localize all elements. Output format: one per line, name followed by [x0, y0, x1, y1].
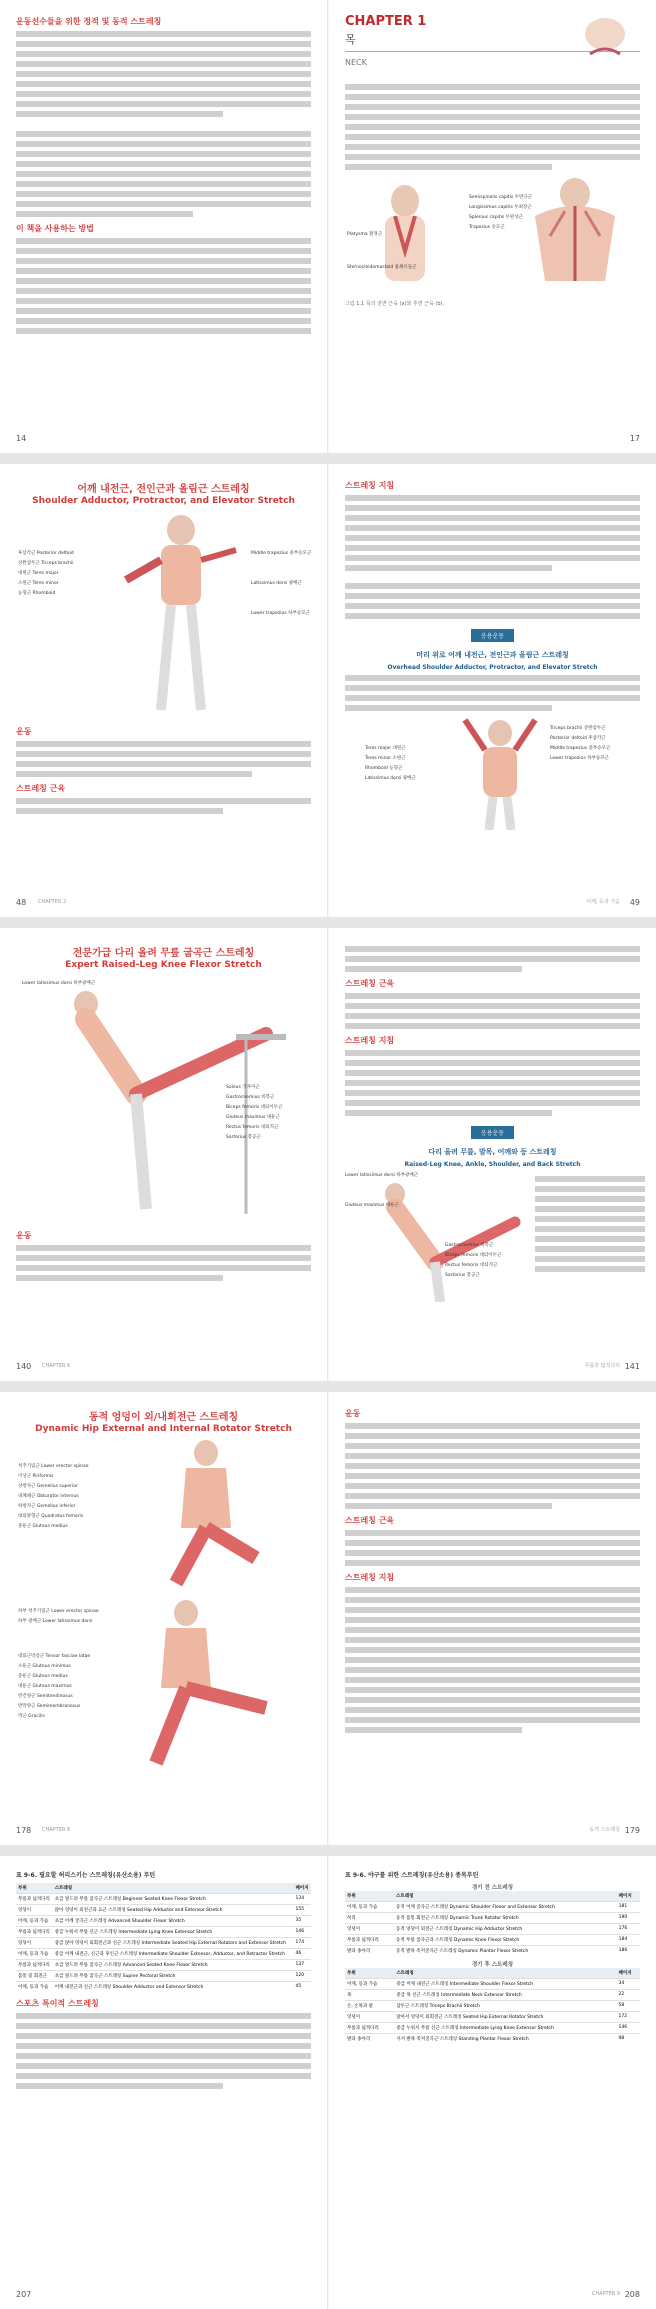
- page-208: 표 9-6. 야구를 위한 스트레칭(유산소용) 종목루틴 경기 전 스트레칭 부위 스트레칭 페이지 어깨, 등과 가슴 동적 어깨 굴곡근 스트레칭 Dynamic Shoulder Flexor and Extensor Stretch 181 허리 동적 몸통 회전근 스트레칭 Dynamic Trunk Rotator Stretch 190 엉덩이 동적 엉덩이 외전근 스트레칭 Dynamic Hip Adductor Stretch 176 무릎과 넓적다리 동적 무릎 굽곡근과 스트레칭 Dynamic Knee Flexor Stretch 184 발과 종아리 동적 발목 족저굴곡근 스트레칭 Dynamic Plantar Flexor Stretch 186 경기 후 스트레칭 부위 스트레칭 페이지 어깨, 등과 가슴 중급 어깨 내전근 스트레칭 Intermediate Shoulder Flexor Stretch 34 목 중급 목 신근 스트레칭 Intermediate Neck Extensor Stretch 22 손, 손목과 팔 삼두근 스트레칭 Triceps Brachii Stretch 58 엉덩이 앉아서 엉덩이 외회전근 스트레칭 Seated Hip External Rotator Stretch 172 무릎과 넓적다리 중급 누워서 무릎 신근 스트레칭 Intermediate Lying Knee Extensor Stretch 146 발과 종아리 서서 발목 족저굴곡근 스트레칭 Standing Plantar Flexor Stretch 98 208 CHAPTER 9: [345, 1872, 640, 2299]
- exercise-title-kr: 동적 엉덩이 외/내회전근 스트레칭: [88, 1412, 239, 1423]
- page-number: 14: [16, 434, 27, 443]
- variant-title-en: Overhead Shoulder Adductor, Protractor, and Elevator Stretch: [387, 664, 598, 671]
- neck-figure: Platysma 활경근 Sternocleidomastoid 흉쇄유돌근 Semispinalis capitis 두반극근 Longissimus capitis 두최장근 Splenius capitis 두판상근 Trapezius 승모근: [345, 176, 640, 296]
- page-number: 48: [16, 898, 27, 907]
- chapter-title: 목: [345, 33, 356, 46]
- subsection-heading: 이 책을 사용하는 방법: [16, 224, 94, 233]
- table-row: 엉덩이 동적 엉덩이 외전근 스트레칭 Dynamic Hip Adductor Stretch 176: [345, 1924, 640, 1935]
- subsection-heading: 스포츠 특이적 스트레칭: [16, 1999, 99, 2008]
- section-title-2: 경기 후 스트레칭: [471, 1962, 514, 1968]
- variant-title-kr: 머리 위로 어깨 내전근, 전인근과 올림근 스트레칭: [416, 651, 569, 659]
- table-row: 어깨, 등과 가슴 어깨 내전근과 신근 스트레칭 Shoulder Adductor and Extensor Stretch 45: [16, 1982, 311, 1993]
- table-row: 무릎과 넓적다리 초급 엎드려 무릎 굽곡근 스트레칭 Beginner Seated Knee Flexor Stretch 134: [16, 1894, 311, 1905]
- table-title: 표 9-6. 필요할 허리스키는 스트레칭(유산소용) 루틴: [16, 1872, 156, 1879]
- spread-2: [0, 464, 656, 917]
- table-row: 발과 종아리 서서 발목 족저굴곡근 스트레칭 Standing Plantar Flexor Stretch 98: [345, 2034, 640, 2045]
- spread-3: [0, 928, 656, 1381]
- figure-caption: 그림 1.1 목의 전면 근육 (a)와 후면 근육 (b).: [345, 301, 445, 307]
- chapter-en: NECK: [345, 58, 367, 67]
- postgame-table: 부위 스트레칭 페이지 어깨, 등과 가슴 중급 어깨 내전근 스트레칭 Intermediate Shoulder Flexor Stretch 34 목 중급 목 신근 스트레칭 Intermediate Neck Extensor Stretch 22 손, 손목과 팔 삼두근 스트레칭 Triceps Brachii Stretch 58 엉덩이 앉아서 엉덩이 외회전근 스트레칭 Seated Hip External Rotator Stretch 172 무릎과 넓적다리 중급 누워서 무릎 신근 스트레칭 Intermediate Lying Knee Extensor Stretch 146 발과 종아리 서서 발목 족저굴곡근 스트레칭 Standing Plantar Flexor Stretch 98: [345, 1968, 640, 2044]
- body-text-block: [16, 31, 311, 217]
- table-row: 무릎과 넓적다리 초급 엎드려 무릎 굽곡근 스트레칭 Advanced Seated Knee Flexor Stretch 137: [16, 1960, 311, 1971]
- page-number: 178: [16, 1826, 32, 1835]
- table-title: 표 9-6. 야구를 위한 스트레칭(유산소용) 종목루틴: [345, 1872, 479, 1879]
- table-row: 목 중급 목 신근 스트레칭 Intermediate Neck Extensor Stretch 22: [345, 1990, 640, 2001]
- section-heading: 스트레칭 근육: [345, 979, 395, 988]
- section-heading-3: 스트레칭 지침: [345, 1573, 395, 1582]
- chapter-label: CHAPTER 1: [345, 14, 427, 29]
- table-row: 발과 종아리 동적 발목 족저굴곡근 스트레칭 Dynamic Plantar Flexor Stretch 186: [345, 1946, 640, 1957]
- spread-5: [0, 1856, 656, 2309]
- section-heading: 운동: [345, 1409, 361, 1418]
- table-row: 어깨, 등과 가슴 중급 어깨 내전근 스트레칭 Intermediate Shoulder Flexor Stretch 34: [345, 1979, 640, 1990]
- section-heading-2: 스트레칭 지침: [345, 1036, 395, 1045]
- table-row: 엉덩이 앉아서 엉덩이 외회전근 스트레칭 Seated Hip External Rotator Stretch 172: [345, 2012, 640, 2023]
- page-17: [329, 0, 656, 453]
- table-row: 엉덩이 앉아 엉덩이 외전근과 요근 스트레칭 Seated Hip Adductor and Extensor Stretch 155: [16, 1905, 311, 1916]
- table-row: 엉덩이 중급 앉아 엉덩이 외회전근과 신근 스트레칭 Intermediate Seated Hip External Rotators and Extensor Stretch 174: [16, 1938, 311, 1949]
- method-heading: 운동: [16, 727, 32, 736]
- pregame-table: 부위 스트레칭 페이지 어깨, 등과 가슴 동적 어깨 굴곡근 스트레칭 Dynamic Shoulder Flexor and Extensor Stretch 181 허리 동적 몸통 회전근 스트레칭 Dynamic Trunk Rotator Stretch 190 엉덩이 동적 엉덩이 외전근 스트레칭 Dynamic Hip Adductor Stretch 176 무릎과 넓적다리 동적 무릎 굽곡근과 스트레칭 Dynamic Knee Flexor Stretch 184 발과 종아리 동적 발목 족저굴곡근 스트레칭 Dynamic Plantar Flexor Stretch 186: [345, 1891, 640, 1956]
- chapter-header: [345, 14, 640, 74]
- page-number: 179: [624, 1826, 640, 1835]
- hip-rotator-lower-illustration: [126, 1598, 296, 1768]
- page-178: 동적 엉덩이 외/내회전근 스트레칭 Dynamic Hip External and Internal Rotator Stretch 척추기립근 Lower erector spinae 이상근 Piriformis 상쌍자근 Gemellus superior 내폐쇄근 Obturator internus 하쌍자근 Gemellus inferior 대퇴방형근 Quadratus femoris 중둔근 Gluteus medius 하부 척추기립근 Lower erector spinae 하부 광배근 Lower latissimus dorsi 대퇴근막장근 Tensor fasciae latae 소둔근 Gluteus minimus 중둔근 Gluteus medius 대둔근 Gluteus maximus 반건양근 Semitendinosus 반막양근 Semimembranosus 박근 Gracilis 178 CHAPTER 8: [0, 1392, 327, 1845]
- page-207: [0, 1856, 327, 2309]
- page-number: 207: [16, 2290, 32, 2299]
- table-row: 무릎과 넓적다리 동적 무릎 굽곡근과 스트레칭 Dynamic Knee Flexor Stretch 184: [345, 1935, 640, 1946]
- back-neck-muscles-figure: [520, 176, 630, 286]
- table-row: 허리 동적 몸통 회전근 스트레칭 Dynamic Trunk Rotator Stretch 190: [345, 1913, 640, 1924]
- shoulder-figure: 후삼각근 Posterior deltoid 상완삼두근 Triceps brachii 대원근 Teres major 소원근 Teres minor 능형근 Rhomboid Middle trapezius 중부승모근 Latissimus dorsi 광배근 Lower trapezius 하부승모근: [16, 510, 311, 720]
- variant-tag: 응용운동: [471, 1126, 514, 1139]
- hip-rotator-figure: 척추기립근 Lower erector spinae 이상근 Piriformis 상쌍자근 Gemellus superior 내폐쇄근 Obturator internus 하쌍자근 Gemellus inferior 대퇴방형근 Quadratus femoris 중둔근 Gluteus medius 하부 척추기립근 Lower erector spinae 하부 광배근 Lower latissimus dorsi 대퇴근막장근 Tensor fasciae latae 소둔근 Gluteus minimus 중둔근 Gluteus medius 대둔근 Gluteus maximus 반건양근 Semitendinosus 반막양근 Semimembranosus 박근 Gracilis: [16, 1438, 311, 1788]
- exercise-title-kr: 어깨 내전근, 전인근과 올림근 스트레칭: [77, 484, 250, 495]
- hip-rotator-upper-illustration: [136, 1438, 296, 1588]
- table-row: 어깨, 등과 가슴 동적 어깨 굴곡근 스트레칭 Dynamic Shoulder Flexor and Extensor Stretch 181: [345, 1902, 640, 1913]
- table-row: 어깨, 등과 가슴 초급 어깨 굴곡근 스트레칭 Advanced Shoulder Flexor Stretch 35: [16, 1916, 311, 1927]
- table-row: 무릎과 넓적다리 중급 누워서 무릎 신근 스트레칭 Intermediate Lying Knee Extensor Stretch 146: [16, 1927, 311, 1938]
- neck-stretch-illustration: [570, 14, 640, 59]
- routine-table: 부위 스트레칭 페이지 무릎과 넓적다리 초급 엎드려 무릎 굽곡근 스트레칭 Beginner Seated Knee Flexor Stretch 134 엉덩이 앉아 엉덩이 외전근과 요근 스트레칭 Seated Hip Adductor and Extensor Stretch 155 어깨, 등과 가슴 초급 어깨 굴곡근 스트레칭 Advanced Shoulder Flexor Stretch 35 무릎과 넓적다리 중급 누워서 무릎 신근 스트레칭 Intermediate Lying Knee Extensor Stretch 146 엉덩이 중급 앉아 엉덩이 외회전근과 신근 스트레칭 Intermediate Seated Hip External Rotators and Extensor Stretch 174 어깨, 등과 가슴 중급 어깨 내전근, 신근과 후인근 스트레칭 Intermediate Shoulder Extensor, Adductor, and Retractor Stretch 46 무릎과 넓적다리 초급 엎드려 무릎 굽곡근 스트레칭 Advanced Seated Knee Flexor Stretch 137 몸통 및 회전근 초급 엎드려 무릎 굽곡근 스트레칭 Supine Pectoral Stretch 120 어깨, 등과 가슴 어깨 내전근과 신근 스트레칭 Shoulder Adductor and Extensor Stretch 45: [16, 1883, 311, 1992]
- page-141: 스트레칭 근육 스트레칭 지침 응용운동 다리 올려 무릎, 발목, 어깨와 등 스트레칭 Raised-Leg Knee, Ankle, Shoulder, and Back Stretch Lower latissimus dorsi 하부광배근 Gluteus maximus 대둔근 Gastrocnemius 비복근 Biceps femoris 대퇴이두근 Rectus femoris 대퇴직근 Sartorius 봉공근 141 무릎과 넓적다리: [329, 928, 656, 1381]
- section-title-1: 경기 전 스트레칭: [471, 1885, 514, 1891]
- muscles-heading: 스트레칭 근육: [16, 784, 66, 793]
- spread-4: [0, 1392, 656, 1845]
- spread-1: [0, 0, 656, 453]
- knee-flexor-figure: Lower latissimus dorsi 하부광배근 Soleus 가자미근 Gastrocnemius 비복근 Biceps femoris 대퇴이두근 Gluteus maximus 대둔근 Rectus femoris 대퇴직근 Sartorius 봉공근: [16, 974, 311, 1224]
- variant-tag: 응용운동: [471, 629, 514, 642]
- raised-leg-stretch-illustration: [365, 1172, 525, 1302]
- page-number: 141: [624, 1362, 640, 1371]
- exercise-title-en: Dynamic Hip External and Internal Rotator Stretch: [35, 1424, 292, 1434]
- page-14: [0, 0, 327, 453]
- page-49: 스트레칭 지침 응용운동 머리 위로 어깨 내전근, 전인근과 올림근 스트레칭 Overhead Shoulder Adductor, Protractor, and Elevator Stretch Teres major 대원근 Teres minor 소원근 Rhomboid 능형근 Latissimus dorsi 광배근 Triceps brachii 상완삼두근 Posterior deltoid 후삼각근 Middle trapezius 중부승모근 Lower trapezius 하부승모근 49 어깨, 등과 가슴: [345, 481, 640, 907]
- method-heading: 운동: [16, 1231, 32, 1240]
- page-140: 전문가급 다리 올려 무릎 굽곡근 스트레칭 Expert Raised-Leg Knee Flexor Stretch Lower latissimus dorsi 하부광배근 Soleus 가자미근 Gastrocnemius 비복근 Biceps femoris 대퇴이두근 Gluteus maximus 대둔근 Rectus femoris 대퇴직근 Sartorius 봉공근 운동 140 CHAPTER 6: [0, 928, 327, 1381]
- page-number: 208: [624, 2290, 640, 2299]
- table-row: 어깨, 등과 가슴 중급 어깨 내전근, 신근과 후인근 스트레칭 Intermediate Shoulder Extensor, Adductor, and Retractor Stretch 46: [16, 1949, 311, 1960]
- shoulder-stretch-illustration: [116, 510, 246, 715]
- page-48: 어깨 내전근, 전인근과 올림근 스트레칭 Shoulder Adductor, Protractor, and Elevator Stretch 후삼각근 Posterior deltoid 상완삼두근 Triceps brachii 대원근 Teres major 소원근 Teres minor 능형근 Rhomboid Middle trapezius 중부승모근 Latissimus dorsi 광배근 Lower trapezius 하부승모근 운동 스트레칭 근육 48 CHAPTER 2: [16, 484, 312, 907]
- page-number: 140: [16, 1362, 32, 1371]
- table-row: 손, 손목과 팔 삼두근 스트레칭 Triceps Brachii Stretch 58: [345, 2001, 640, 2012]
- exercise-title-en: Expert Raised-Leg Knee Flexor Stretch: [65, 960, 262, 970]
- section-heading-2: 스트레칭 근육: [345, 1516, 395, 1525]
- variant-title-kr: 다리 올려 무릎, 발목, 어깨와 등 스트레칭: [428, 1148, 557, 1156]
- exercise-title-en: Shoulder Adductor, Protractor, and Elevator Stretch: [32, 496, 295, 506]
- overhead-figure: Teres major 대원근 Teres minor 소원근 Rhomboid 능형근 Latissimus dorsi 광배근 Triceps brachii 상완삼두근 Posterior deltoid 후삼각근 Middle trapezius 중부승모근 Lower trapezius 하부승모근: [345, 715, 640, 835]
- table-row: 무릎과 넓적다리 중급 누워서 무릎 신근 스트레칭 Intermediate Lying Knee Extensor Stretch 146: [345, 2023, 640, 2034]
- page-179: 운동 스트레칭 근육 스트레칭 지침 179 동적 스트레칭: [345, 1409, 640, 1835]
- table-row: 몸통 및 회전근 초급 엎드려 무릎 굽곡근 스트레칭 Supine Pectoral Stretch 120: [16, 1971, 311, 1982]
- section-heading: 운동선수들을 위한 정적 및 동적 스트레칭: [16, 17, 162, 26]
- page-number: 17: [629, 434, 640, 443]
- page-number: 49: [629, 898, 640, 907]
- variant-figure: Lower latissimus dorsi 하부광배근 Gluteus maximus 대둔근 Gastrocnemius 비복근 Biceps femoris 대퇴이두근 Rectus femoris 대퇴직근 Sartorius 봉공근: [345, 1172, 640, 1312]
- exercise-title-kr: 전문가급 다리 올려 무릎 굽곡근 스트레칭: [72, 948, 255, 959]
- overhead-stretch-illustration: [455, 715, 545, 830]
- variant-title-en: Raised-Leg Knee, Ankle, Shoulder, and Back Stretch: [404, 1161, 581, 1168]
- section-heading: 스트레칭 지침: [345, 481, 395, 490]
